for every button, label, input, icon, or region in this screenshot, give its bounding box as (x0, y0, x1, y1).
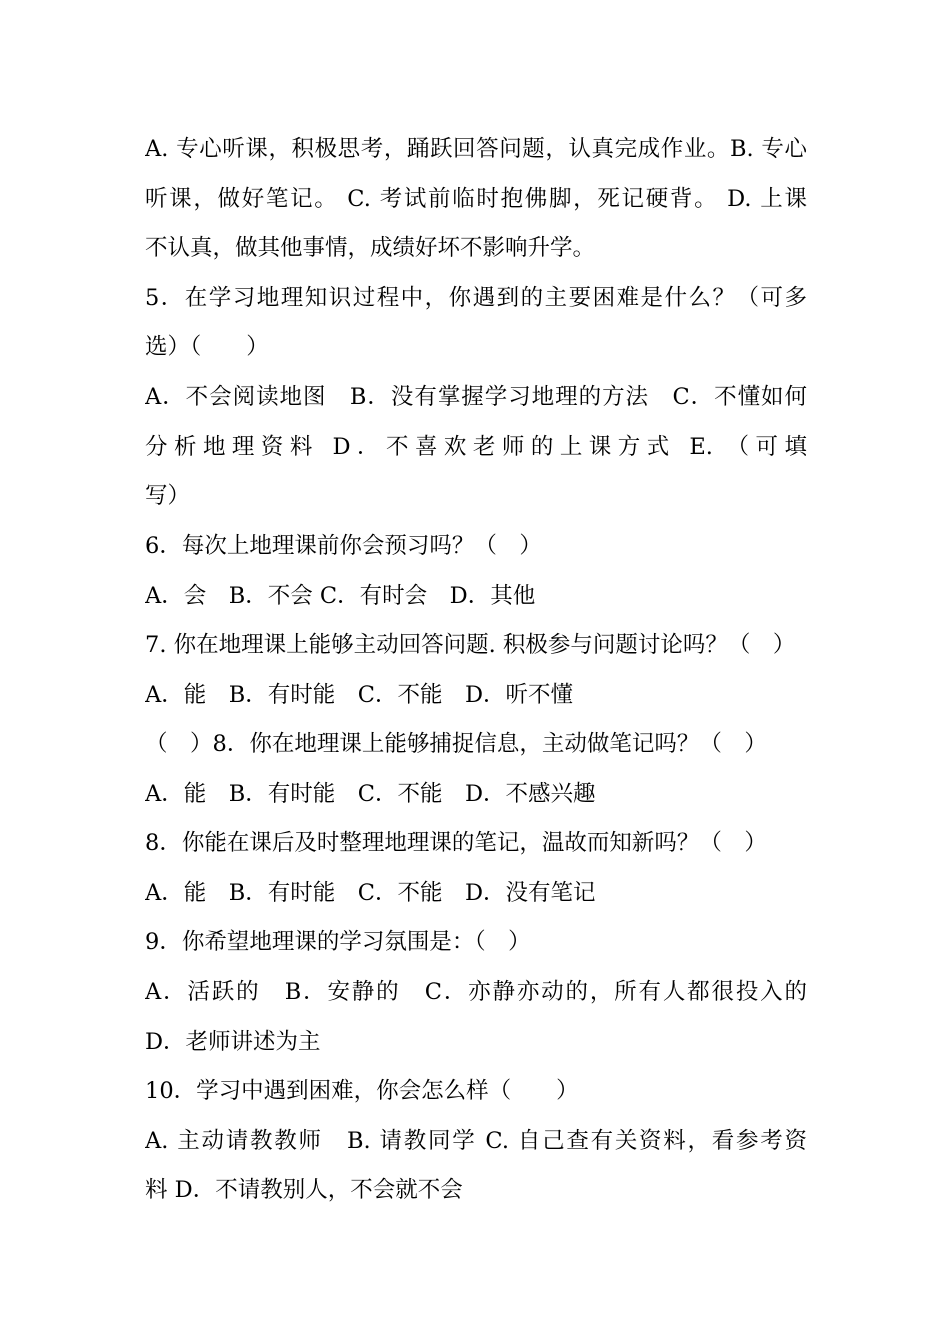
q5-options-line-1: A．不会阅读地图 B．没有掌握学习地理的方法 C．不懂如何 (145, 384, 807, 410)
question-5: 5．在学习地理知识过程中，你遇到的主要困难是什么？（可多 (145, 285, 807, 311)
question-9: 9．你希望地理课的学习氛围是：（ ） (145, 929, 531, 955)
q4-options-line-1: A. 专心听课，积极思考，踊跃回答问题，认真完成作业。B. 专心 (145, 136, 807, 162)
question-5-continued: 选）（ ） (145, 334, 269, 360)
question-10: 10．学习中遇到困难，你会怎么样（ ） (145, 1078, 579, 1104)
q10-options-line-1: A. 主动请教教师 B. 请教同学 C. 自己查有关资料，看参考资 (145, 1128, 807, 1154)
q9-options-line-1: A．活跃的 B．安静的 C．亦静亦动的，所有人都很投入的 (145, 979, 807, 1005)
q8b-options: A．能 B．有时能 C．不能 D．没有笔记 (145, 880, 596, 906)
q6-options: A．会 B．不会 C．有时会 D．其他 (145, 583, 536, 609)
q4-options-line-3: 不认真，做其他事情，成绩好坏不影响升学。 (145, 235, 596, 261)
question-6: 6．每次上地理课前你会预习吗？（ ） (145, 533, 542, 559)
q8a-options: A．能 B．有时能 C．不能 D．不感兴趣 (145, 781, 596, 807)
q5-options-line-3: 写） (145, 483, 191, 509)
question-8b: 8．你能在课后及时整理地理课的笔记，温故而知新吗？（ ） (145, 830, 767, 856)
q10-options-line-2: 料 D．不请教别人，不会就不会 (145, 1177, 463, 1203)
q7-options: A．能 B．有时能 C．不能 D．听不懂 (145, 682, 574, 708)
q9-options-line-2: D．老师讲述为主 (145, 1029, 321, 1055)
q5-options-line-2: 分析地理资料 D．不喜欢老师的上课方式 E. （可填 (145, 434, 807, 460)
question-8a: （ ）8．你在地理课上能够捕捉信息，主动做笔记吗？（ ） (145, 731, 767, 757)
question-7: 7. 你在地理课上能够主动回答问题. 积极参与问题讨论吗？（ ） (145, 632, 796, 658)
q4-options-line-2: 听课，做好笔记。 C. 考试前临时抱佛脚，死记硬背。 D. 上课 (145, 186, 807, 212)
